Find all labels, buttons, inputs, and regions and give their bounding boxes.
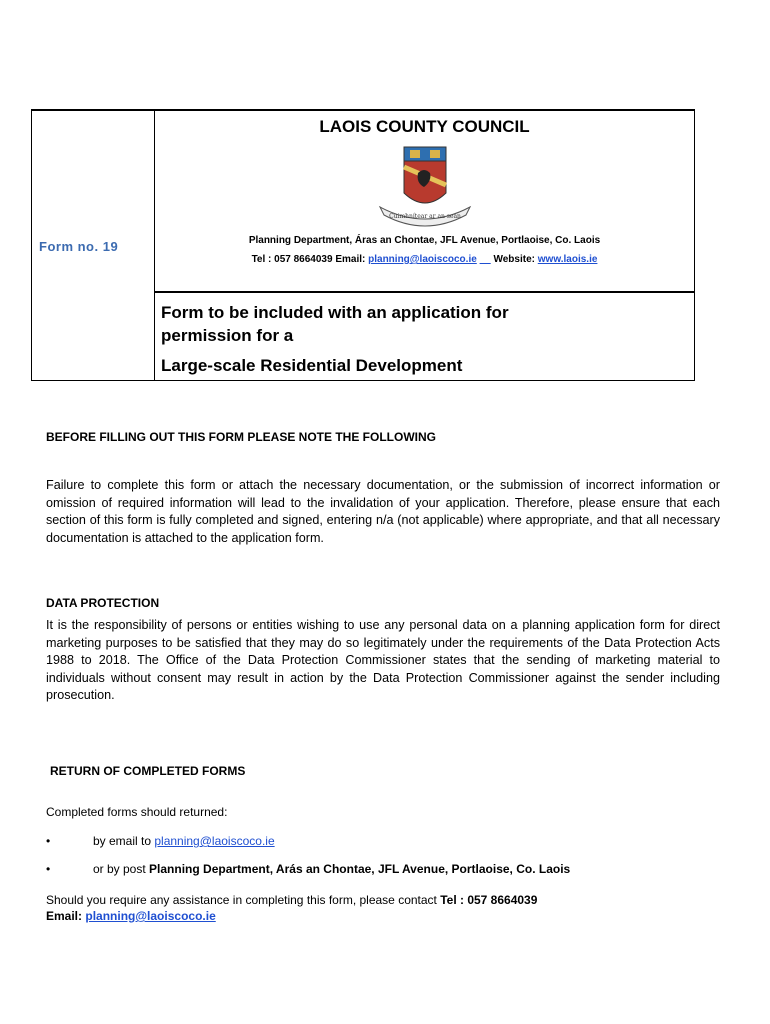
crest-motto: Cuimhnítear ar an sean [389,213,461,220]
bullet-post [46,862,50,876]
website-label: Website: [493,254,538,265]
data-protection-paragraph: It is the responsibility of persons or entities wishing to use any personal data on a planning application form for direct marketing purposes to be satisfied that they may do so legitimately under the requirements of the Data Protection Acts 1988 to 2018. The Office of the Data Protection Commissioner states that the sending of marketing material to individuals without consent may result in action by the Data Protection Commissioner against the sender including prosecution. [46,618,720,702]
return-intro: Completed forms should returned: [46,805,228,819]
title-cell [155,293,694,380]
assist-email-link[interactable]: planning@laoiscoco.ie [85,909,216,923]
post-address: Planning Department, Arás an Chontae, JFL Avenue, Portlaoise, Co. Laois [149,862,571,876]
form-number: Form no. 19 [39,239,119,254]
crest-icon [370,145,480,229]
bullet-icon: • [46,862,51,876]
bullet-post-text [93,862,570,876]
email-link-gap [480,254,491,265]
council-cell [155,111,694,293]
form-number-cell [32,111,155,380]
department-address: Planning Department, Áras an Chontae, JFL Avenue, Portlaoise, Co. Laois [248,235,601,246]
contact-line [155,254,694,265]
assist-text: Should you require any assistance in completing this form, please contact [46,893,441,907]
notice-heading: BEFORE FILLING OUT THIS FORM PLEASE NOTE THE FOLLOWING [46,430,436,444]
bullet-icon: • [46,834,51,848]
data-protection-heading: DATA PROTECTION [46,596,160,610]
title-line-1: Form to be included with an application for [161,303,509,322]
tel-text: Tel : 057 8664039 [251,254,336,265]
assist-tel: Tel : 057 8664039 [440,893,538,907]
bullet-email [46,834,50,848]
title-line-2: permission for a [161,326,294,345]
email-label: Email: [335,254,369,265]
assistance-line [46,893,537,907]
title-line-3: Large-scale Residential Development [161,356,463,375]
header-table [31,109,695,381]
email-prefix: by email to [93,834,155,848]
council-name: LAOIS COUNTY COUNCIL [319,117,530,136]
return-heading: RETURN OF COMPLETED FORMS [50,764,246,778]
post-prefix: or by post [93,862,150,876]
website-link[interactable]: www.laois.ie [537,254,598,265]
return-email-link[interactable]: planning@laoiscoco.ie [154,834,275,848]
notice-paragraph: Failure to complete this form or attach the necessary documentation, or the submission of incorrect information or omission of required information will lead to the invalidation of your application. Therefore, please ensure that each section of this form is fully completed and signed, entering n/a (not applicable) where appropriate, and that all necessary documentation is attached to the application form. [46,478,720,545]
assistance-email-line [46,909,216,923]
email-link[interactable]: planning@laoiscoco.ie [368,254,477,265]
assist-email-label: Email: [46,909,86,923]
bullet-email-text [93,834,275,848]
form-title [161,301,509,377]
